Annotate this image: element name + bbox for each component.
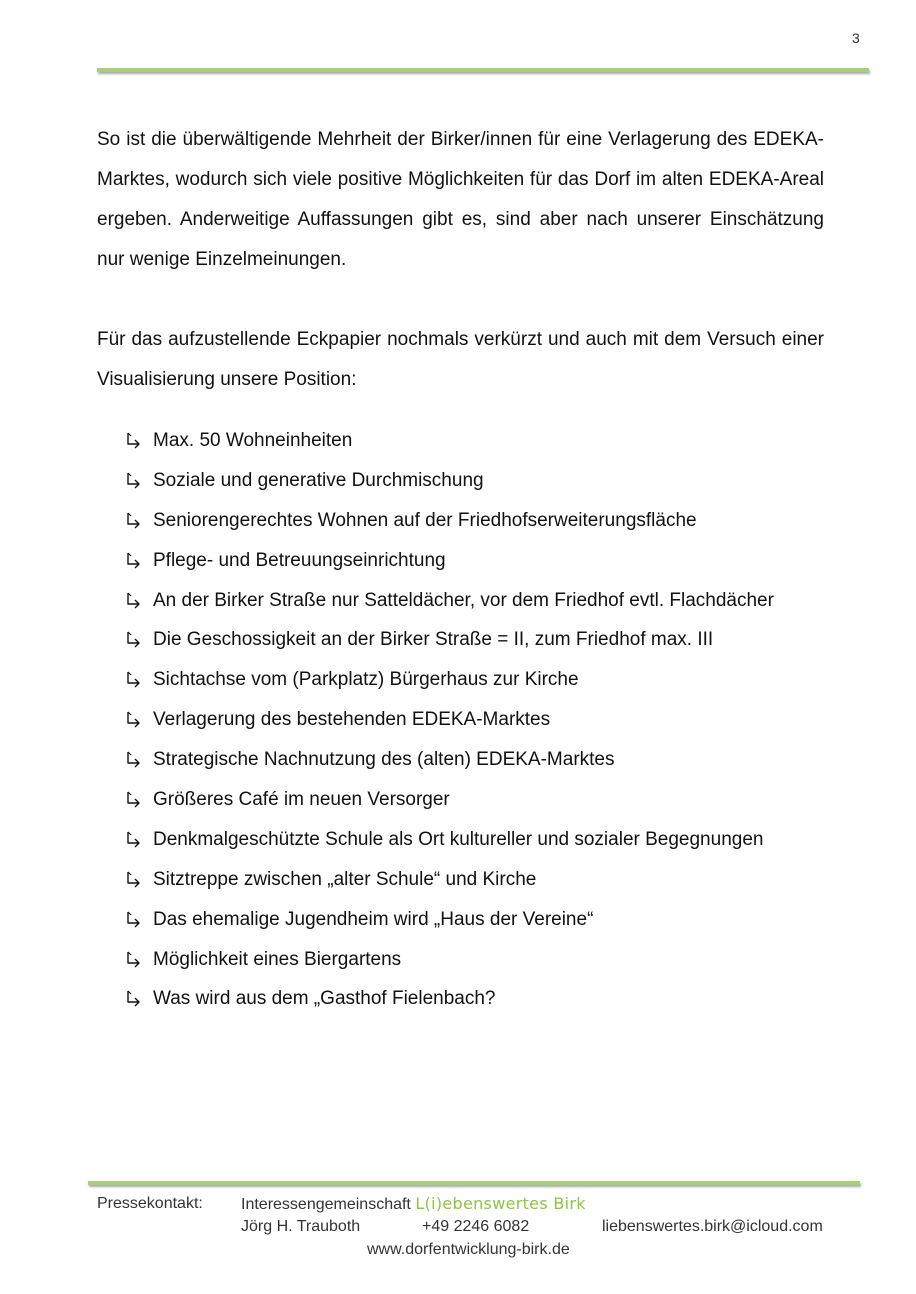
list-item-text: Seniorengerechtes Wohnen auf der Friedhofserweiterungsfläche — [153, 509, 697, 531]
list-item-text: Pflege- und Betreuungseinrichtung — [153, 549, 446, 571]
footer-divider — [88, 1181, 860, 1185]
list-item-text: Möglichkeit eines Biergartens — [153, 948, 402, 970]
list-item — [125, 940, 774, 980]
list-item-text: Was wird aus dem „Gasthof Fielenbach? — [153, 988, 496, 1010]
contact-name: Jörg H. Trauboth — [241, 1218, 361, 1235]
list-item — [125, 740, 774, 780]
list-item-text: Max. 50 Wohneinheiten — [153, 430, 353, 451]
intro-paragraph: So ist die überwältigende Mehrheit der Birker/innen für eine Verlagerung des EDEKA-Marktes, wodurch sich viele positive Möglichkeiten für das Dorf im alten EDEKA-Areal ergeben. Anderweitige Auffassungen gibt es, sind aber nach unserer Einschätzung nur wenige Einzelmeinungen. — [97, 129, 824, 270]
list-item-text: Denkmalgeschützte Schule als Ort kultureller und sozialer Begegnungen — [153, 828, 764, 850]
website-link[interactable]: www.dorfentwicklung-birk.de — [367, 1241, 570, 1258]
list-item — [125, 860, 774, 900]
list-item-text: Strategische Nachnutzung des (alten) EDEKA-Marktes — [153, 749, 615, 771]
page-number: 3 — [852, 30, 860, 46]
position-list — [125, 421, 774, 1019]
list-item — [125, 541, 774, 581]
list-item-text: Sitztreppe zwischen „alter Schule“ und Kirche — [153, 868, 537, 890]
list-item — [125, 660, 774, 700]
list-item — [125, 780, 774, 820]
footer-organization — [241, 1192, 586, 1216]
list-item-text: Soziale und generative Durchmischung — [153, 469, 484, 491]
list-item — [125, 979, 774, 1019]
list-item — [125, 501, 774, 541]
contact-email[interactable]: liebenswertes.birk@icloud.com — [602, 1218, 823, 1235]
list-item — [125, 700, 774, 740]
list-item — [125, 461, 774, 501]
list-item — [125, 581, 774, 621]
position-intro-paragraph: Für das aufzustellende Eckpapier nochmals verkürzt und auch mit dem Versuch einer Visualisierung unsere Position: — [97, 329, 824, 390]
list-item-text: An der Birker Straße nur Satteldächer, vor dem Friedhof evtl. Flachdächer — [153, 589, 774, 611]
header-divider — [97, 68, 869, 72]
list-item-text: Das ehemalige Jugendheim wird „Haus der Vereine“ — [153, 908, 594, 930]
list-item-text: Verlagerung des bestehenden EDEKA-Marktes — [153, 709, 551, 731]
list-item-text: Die Geschossigkeit an der Birker Straße = II, zum Friedhof max. III — [153, 629, 714, 651]
contact-phone: +49 2246 6082 — [422, 1218, 530, 1235]
footer-label: Pressekontakt: — [97, 1195, 203, 1212]
list-item-text: Größeres Café im neuen Versorger — [153, 789, 450, 811]
list-item — [125, 820, 774, 860]
list-item — [125, 421, 774, 461]
brand-name: L(i)ebenswertes Birk — [415, 1194, 586, 1213]
list-item — [125, 900, 774, 940]
list-item — [125, 620, 774, 660]
organization-prefix: Interessengemeinschaft — [241, 1196, 411, 1213]
list-item-text: Sichtachse vom (Parkplatz) Bürgerhaus zur Kirche — [153, 669, 579, 691]
